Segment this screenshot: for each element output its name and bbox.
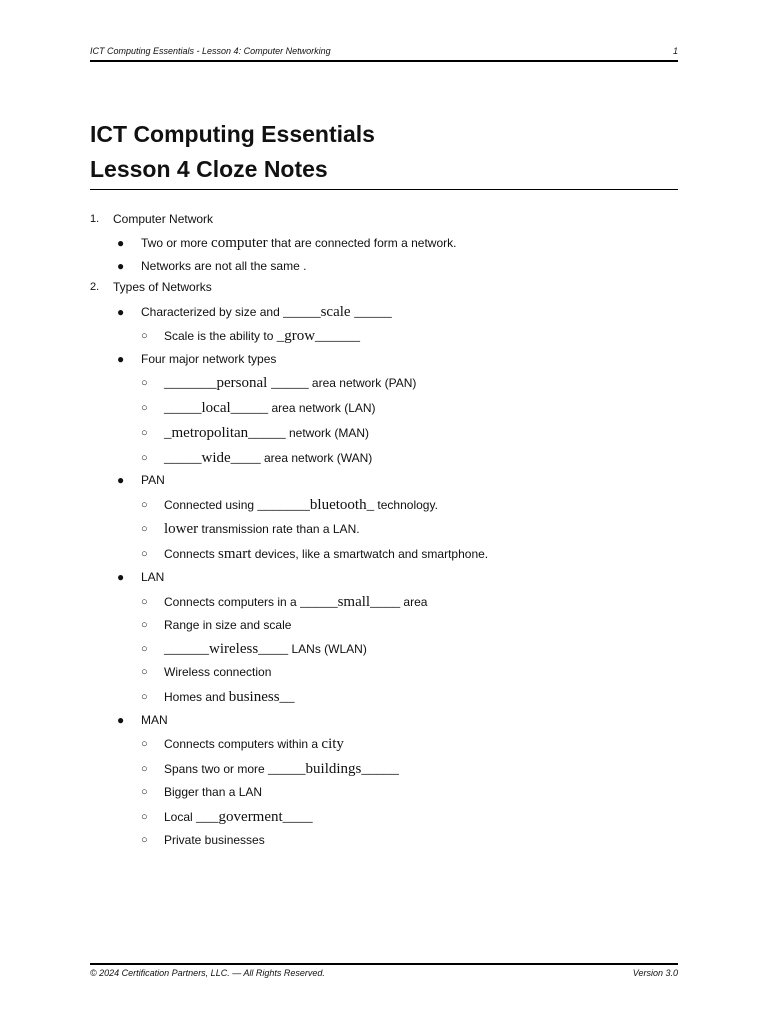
list-item: Homes and business__	[164, 689, 295, 705]
page-header	[90, 46, 678, 62]
bullet-marker: ●	[117, 236, 125, 250]
filled-answer: lower	[164, 521, 199, 537]
list-item: Range in size and scale	[164, 618, 292, 632]
list-item: Spans two or more _____buildings_____	[164, 761, 399, 777]
sub-bullet-marker: ○	[141, 643, 148, 655]
sub-bullet-marker: ○	[141, 523, 148, 535]
sub-bullet-marker: ○	[141, 666, 148, 678]
filled-answer: city	[321, 736, 344, 752]
list-item: LAN	[141, 570, 165, 584]
list-item: Wireless connection	[164, 665, 272, 679]
header-title: ICT Computing Essentials - Lesson 4: Computer Networking	[90, 46, 331, 56]
sub-bullet-marker: ○	[141, 596, 148, 608]
filled-answer: _____small____	[300, 594, 401, 610]
sub-bullet-marker: ○	[141, 452, 148, 464]
filled-answer: _____buildings_____	[268, 761, 399, 777]
list-item: _metropolitan_____ network (MAN)	[164, 425, 369, 441]
bullet-marker: ●	[117, 352, 125, 366]
sub-bullet-marker: ○	[141, 548, 148, 560]
version-label: Version 3.0	[632, 968, 678, 978]
filled-answer: _grow______	[276, 328, 361, 344]
filled-answer: _metropolitan_____	[164, 425, 286, 441]
list-item: Private businesses	[164, 833, 265, 847]
filled-answer: _____wide____	[164, 450, 261, 466]
list-item: Characterized by size and _____scale _____	[141, 304, 392, 320]
filled-answer: computer	[211, 235, 268, 251]
bullet-marker: ●	[117, 570, 125, 584]
sub-bullet-marker: ○	[141, 763, 148, 775]
filled-answer: ______wireless____	[164, 641, 289, 657]
list-number: 1.	[90, 213, 100, 225]
sub-bullet-marker: ○	[141, 499, 148, 511]
list-item: Connects smart devices, like a smartwatch and smartphone.	[164, 546, 489, 562]
list-item: MAN	[141, 713, 168, 727]
page-footer	[90, 963, 678, 981]
sub-bullet-marker: ○	[141, 834, 148, 846]
list-item: PAN	[141, 473, 165, 487]
filled-answer: smart	[218, 546, 252, 562]
sub-bullet-marker: ○	[141, 786, 148, 798]
list-item: Computer Network	[113, 212, 214, 226]
sub-bullet-marker: ○	[141, 330, 148, 342]
list-item: Four major network types	[141, 352, 277, 366]
list-item: Networks are not all the same .	[141, 259, 307, 273]
sub-bullet-marker: ○	[141, 691, 148, 703]
list-item: _______personal _____ area network (PAN)	[164, 375, 417, 391]
bullet-marker: ●	[117, 259, 125, 273]
list-item: lower transmission rate than a LAN.	[164, 521, 360, 537]
filled-answer: _______personal _____	[164, 375, 309, 391]
list-item: Scale is the ability to _grow______	[164, 328, 361, 344]
filled-answer: _______bluetooth_	[257, 497, 375, 513]
page-number: 1	[672, 46, 678, 56]
bullet-marker: ●	[117, 305, 125, 319]
bullet-marker: ●	[117, 473, 125, 487]
sub-bullet-marker: ○	[141, 738, 148, 750]
list-item: Connected using _______bluetooth_ technology.	[164, 497, 438, 513]
filled-answer: business__	[228, 689, 295, 705]
sub-bullet-marker: ○	[141, 619, 148, 631]
list-item: Local ___goverment____	[164, 809, 313, 825]
filled-answer: _____local_____	[164, 400, 269, 416]
list-item: Bigger than a LAN	[164, 785, 263, 799]
title-line-1: ICT Computing Essentials	[90, 121, 375, 147]
list-item: Types of Networks	[113, 280, 212, 294]
sub-bullet-marker: ○	[141, 402, 148, 414]
filled-answer: _____scale _____	[283, 304, 392, 320]
sub-bullet-marker: ○	[141, 427, 148, 439]
list-item: Connects computers in a _____small____ area	[164, 594, 428, 610]
list-item: Connects computers within a city	[164, 736, 344, 752]
sub-bullet-marker: ○	[141, 811, 148, 823]
list-item: Two or more computer that are connected form a network.	[141, 235, 457, 251]
title-line-2: Lesson 4 Cloze Notes	[90, 156, 328, 182]
list-item: _____local_____ area network (LAN)	[164, 400, 376, 416]
copyright-notice: © 2024 Certification Partners, LLC. — All Rights Reserved.	[90, 968, 325, 978]
list-item: ______wireless____ LANs (WLAN)	[164, 641, 367, 657]
document-title	[90, 117, 678, 190]
list-number: 2.	[90, 281, 100, 293]
bullet-marker: ●	[117, 713, 125, 727]
sub-bullet-marker: ○	[141, 377, 148, 389]
list-item: _____wide____ area network (WAN)	[164, 450, 373, 466]
filled-answer: ___goverment____	[196, 809, 313, 825]
